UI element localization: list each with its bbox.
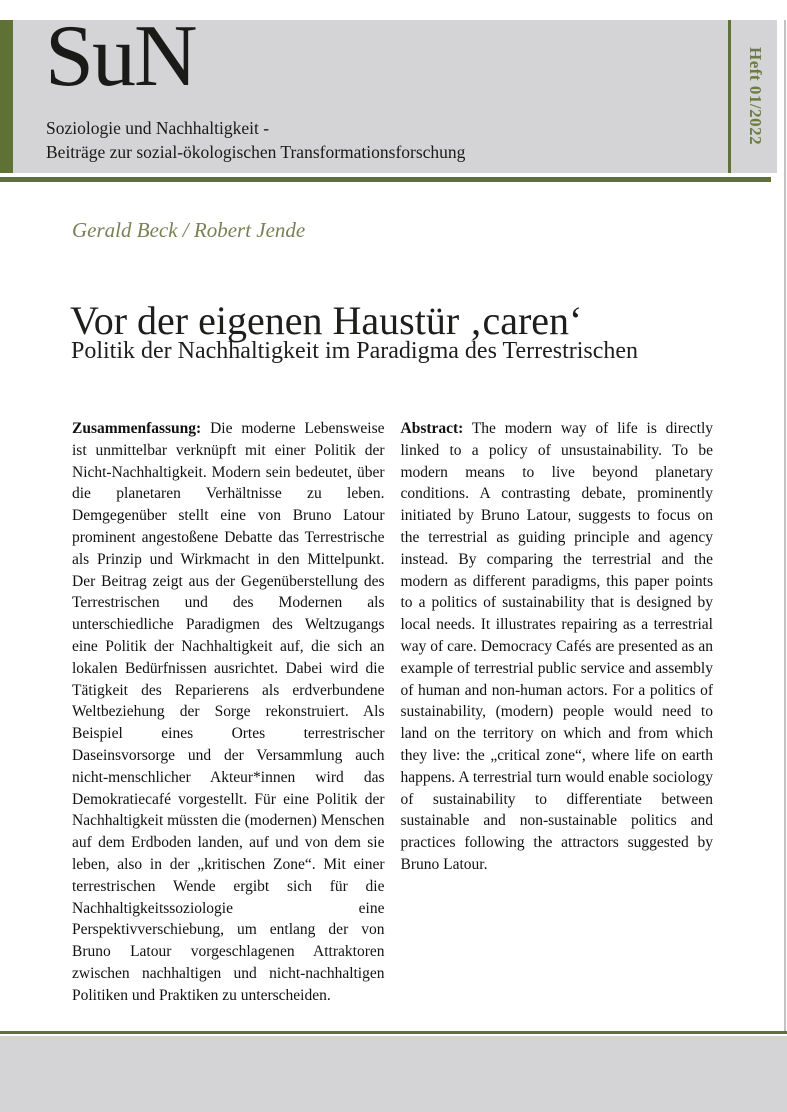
abstract-english-label: Abstract: <box>400 420 464 437</box>
masthead-band <box>13 8 777 173</box>
abstract-english-paragraph <box>401 418 714 876</box>
authors-line: Gerald Beck / Robert Jende <box>72 218 306 242</box>
abstract-german-text: Die moderne Lebensweise ist unmittelbar verknüpft mit einer Politik der Nicht-Nachhaltigkeit. Modern sein bedeutet, über die planetaren Verhältnisse zu leben. Demgegenüber stellt eine von Bruno Latour prominent angestoßene Debatte das Terrestrische als Prinzip und Wirkmacht in den Mittelpunkt. Der Beitrag zeigt aus der Gegenüberstellung des Terrestrischen und des Modernen als unterschiedliche Paradigmen des Weltzugangs eine Politik der Nachhaltigkeit auf, die sich an lokalen Bedürfnissen ausrichtet. Dabei wird die Tätigkeit des Reparierens als erdverbundene Weltbeziehung der Sorge rekonstruiert. Als Beispiel eines Ortes terrestrischer Daseinsvorsorge und der Versammlung auch nicht-menschlicher Akteur*innen wird das Demokratiecafé vorgestellt. Für eine Politik der Nachhaltigkeit müssten die (modernen) Menschen auf dem Erdboden landen, auf und von dem sie leben, also in der „kritischen Zone“. Mit einer terrestrischen Wende ergibt sich für die Nachhaltigkeitssoziologie eine Perspektivverschiebung, um entlang der von Bruno Latour vorgeschlagenen Attraktoren zwischen nachhaltigen und nicht-nachhaltigen Politiken und Praktiken zu unterscheiden. <box>72 420 385 1004</box>
abstract-german-column <box>72 418 385 1007</box>
abstract-german-paragraph <box>72 418 385 1007</box>
page-right-edge-line <box>784 20 786 1032</box>
issue-divider-line <box>728 20 731 173</box>
journal-tagline <box>46 116 465 164</box>
masthead-left-accent-bar <box>0 20 13 173</box>
abstract-columns <box>72 418 713 1007</box>
footer-band <box>0 1036 787 1112</box>
journal-tagline-line1: Soziologie und Nachhaltigkeit - <box>46 118 270 138</box>
masthead-bottom-rule <box>0 177 771 182</box>
journal-tagline-line2: Beiträge zur sozial-ökologischen Transformationsforschung <box>46 142 466 162</box>
issue-label: Heft 01/2022 <box>746 47 765 146</box>
abstract-english-text: The modern way of life is directly linked to a policy of unsustainability. To be modern means to live beyond planetary conditions. A contrasting debate, prominently initiated by Bruno Latour, suggests to focus on the terrestrial as guiding principle and agency instead. By comparing the terrestrial and the modern as different paradigms, this paper points to a politics of sustainability that is designed by local needs. It illustrates repairing as a terrestrial way of care. Democracy Cafés are presented as an example of terrestrial public service and assembly of human and non-human actors. For a politics of sustainability, (modern) people would need to land on the territory on which and from which they live: the „critical zone“, where life on earth happens. A terrestrial turn would enable sociology of sustainability to differentiate between sustainable and non-sustainable politics and practices following the attractors suggested by Bruno Latour. <box>400 420 713 873</box>
article-subtitle: Politik der Nachhaltigkeit im Paradigma des Terrestrischen <box>71 337 639 364</box>
abstract-german-label: Zusammenfassung: <box>72 420 202 437</box>
journal-logo: SuN <box>45 8 196 105</box>
footer-top-rule <box>0 1031 787 1034</box>
abstract-english-column <box>401 418 714 1007</box>
article-title: Vor der eigenen Haustür ‚caren‘ <box>70 297 583 343</box>
